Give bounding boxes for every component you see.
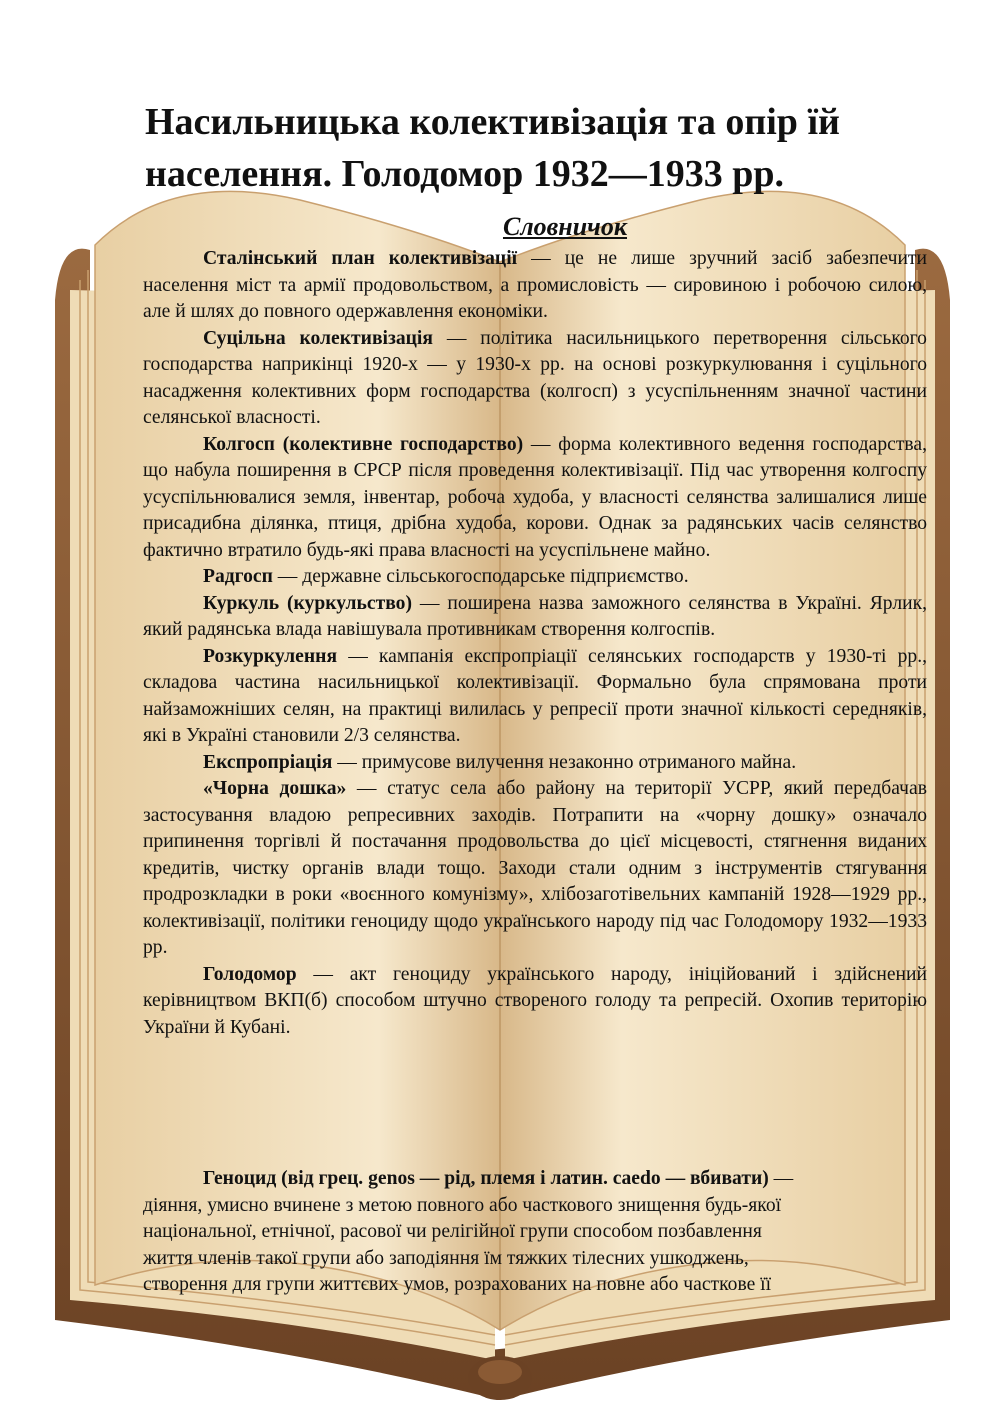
glossary-definition: — кампанія експропріації селянських господарств у 1930-ті рр., складова частина насильницької колективізації. Формально була спрямована проти найзаможніших селян, на практиці вилилась у репресії проти значної кількості середняків, які в Україні становили 2/3 селянства. — [143, 645, 927, 746]
glossary-entry-genocide — [143, 1166, 927, 1299]
page-title — [145, 96, 925, 200]
glossary-entry-dekulakization — [143, 644, 927, 750]
glossary-definition: — це не лише зручний засіб забезпечити населення міст та армії продовольством, а промисловість — сировиною і робочою силою, але й шлях до повного одержавлення економіки. — [143, 248, 927, 322]
glossary-term: Куркуль (куркульство) — [203, 592, 412, 614]
glossary-entry-radhosp — [143, 564, 927, 591]
glossary-entry-kurkul — [143, 591, 927, 644]
glossary-term: «Чорна дошка» — [203, 778, 347, 799]
glossary-definition-start: — — [768, 1168, 794, 1189]
glossary-entry-kolkhoz — [143, 432, 927, 565]
glossary-definition: — примусове вилучення незаконно отриманого майна. — [332, 751, 797, 773]
glossary-definition: — поширена назва заможного селянства в Україні. Ярлик, який радянська влада навішувала противникам створення колгоспів. — [143, 592, 927, 640]
glossary-term: Експропріація — [203, 751, 333, 773]
glossary-heading: Словничок — [502, 212, 628, 241]
glossary-term: Розкуркулення — [203, 645, 338, 667]
glossary-term: Колгосп (колективне господарство) — [203, 433, 524, 455]
glossary-term: Суцільна колективізація — [203, 327, 433, 349]
title-line-1: Насильницька колективізація та опір їй — [145, 101, 840, 143]
glossary-list — [143, 246, 927, 1041]
definition-line: діяння, умисно вчинене з метою повного або часткового знищення будь-якої — [143, 1194, 782, 1216]
glossary-entry-total-collectivization — [143, 326, 927, 432]
glossary-term: Сталінський план колективізації — [203, 248, 518, 269]
glossary-definition: — акт геноциду українського народу, ініційований і здійснений керівництвом ВКП(б) способом штучно створеного голоду та репресій. Охопив територію України й Кубані. — [143, 963, 927, 1038]
definition-line: створення для групи життєвих умов, розрахованих на повне або часткове її — [143, 1274, 772, 1295]
glossary-term: Геноцид (від грец. genos — рід, племя і латин. caedo — вбивати) — [203, 1168, 769, 1189]
glossary-definition: — державне сільськогосподарське підприємство. — [272, 566, 689, 587]
glossary-term: Голодомор — [203, 963, 297, 985]
glossary-entry-holodomor — [143, 962, 927, 1042]
glossary-definition: — форма колективного ведення господарства, що набула поширення в СРСР після проведення колективізації. Під час утворення колгоспу усуспільнювалися земля, інвентар, робоча худоба, у власності селянства залишалися лише присадибна ділянка, птиця, дрібна худоба, корови. Однак за радянських часів селянство фактично втратило будь-які права власності на усуспільнене майно. — [143, 433, 927, 561]
glossary-definition — [143, 1193, 915, 1299]
glossary-definition: — політика насильницького перетворення сільського господарства наприкінці 1920-х — у 1930-х рр. на основі розкуркулювання і суцільного насадження колективних форм господарства (колгосп) з усуспільненням значної частини селянської власності. — [143, 327, 927, 428]
title-line-2: населення. Голодомор 1932—1933 рр. — [145, 153, 784, 195]
glossary-entry-stalin-plan — [143, 246, 927, 326]
glossary-entry-expropriation — [143, 750, 927, 777]
definition-line: національної, етнічної, расової чи релігійної групи способом позбавлення — [143, 1221, 762, 1242]
glossary-term: Радгосп — [203, 566, 273, 587]
definition-line: життя членів такої групи або заподіяння їм тяжких тілесних ушкоджень, — [143, 1247, 749, 1269]
glossary-entry-black-board — [143, 776, 927, 962]
glossary-definition: — статус села або району на території УСРР, який передбачав застосування владою репресивних заходів. Потрапити на «чорну дошку» означало припинення торгівлі й постачання продовольства до цієї місцевості, стягнення виданих кредитів, чистку органів влади тощо. Заходи стали одним з інструментів стягування продрозкладки в роки «воєнного комунізму», хлібозаготівельних кампаній 1928—1929 рр., колективізації, політики геноциду щодо українського народу під час Голодомору 1932—1933 рр. — [143, 778, 927, 958]
